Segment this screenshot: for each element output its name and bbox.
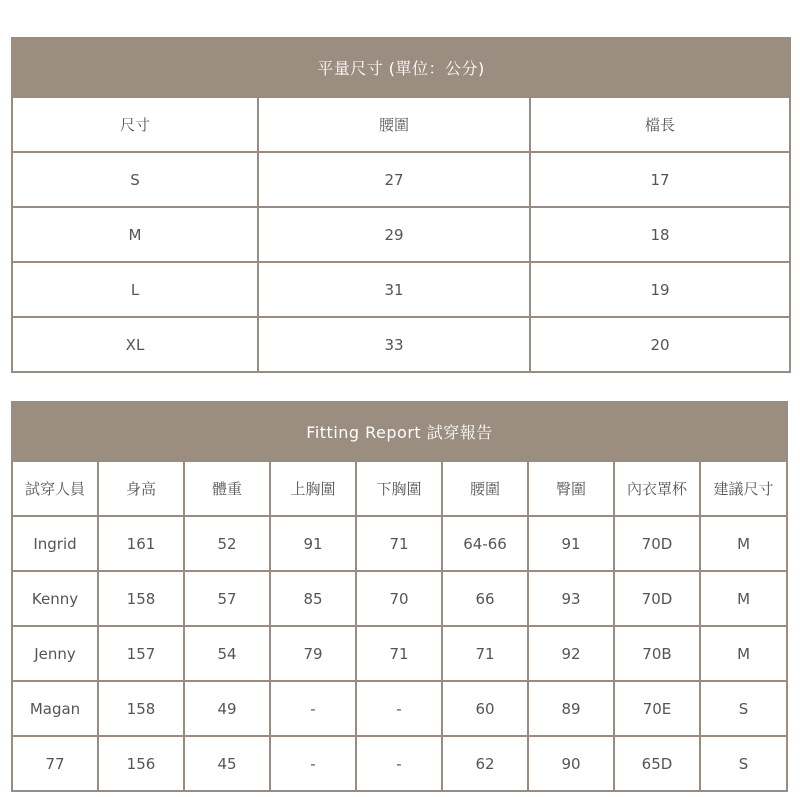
column-header-weight: 體重 [184, 461, 270, 516]
height-cell: 156 [98, 736, 184, 791]
recommended-size-cell: S [700, 736, 787, 791]
column-header-hip: 臀圍 [528, 461, 614, 516]
fitting-header-row [12, 461, 787, 516]
fitting-report-table [11, 401, 788, 792]
upper-bust-cell: 91 [270, 516, 356, 571]
column-header-waist: 腰圍 [258, 97, 530, 152]
upper-bust-cell: 79 [270, 626, 356, 681]
height-cell: 157 [98, 626, 184, 681]
waist-cell: 71 [442, 626, 528, 681]
upper-bust-cell: 85 [270, 571, 356, 626]
weight-cell: 54 [184, 626, 270, 681]
size-chart-header-row [12, 97, 790, 152]
bra-cup-cell: 65D [614, 736, 700, 791]
hip-cell: 89 [528, 681, 614, 736]
column-header-rise: 檔長 [530, 97, 790, 152]
recommended-size-cell: M [700, 571, 787, 626]
weight-cell: 57 [184, 571, 270, 626]
rise-cell: 17 [530, 152, 790, 207]
table-row [12, 262, 790, 317]
column-header-height: 身高 [98, 461, 184, 516]
size-cell: XL [12, 317, 258, 372]
column-header-bra-cup: 內衣罩杯 [614, 461, 700, 516]
column-header-under-bust: 下胸圍 [356, 461, 442, 516]
tester-cell: Kenny [12, 571, 98, 626]
weight-cell: 49 [184, 681, 270, 736]
table-row [12, 317, 790, 372]
height-cell: 161 [98, 516, 184, 571]
waist-cell: 29 [258, 207, 530, 262]
size-chart-table [11, 37, 791, 373]
tester-cell: Jenny [12, 626, 98, 681]
rise-cell: 19 [530, 262, 790, 317]
under-bust-cell: 71 [356, 626, 442, 681]
table-row [12, 626, 787, 681]
tester-cell: Ingrid [12, 516, 98, 571]
table-row [12, 681, 787, 736]
table-row [12, 516, 787, 571]
under-bust-cell: - [356, 736, 442, 791]
rise-cell: 20 [530, 317, 790, 372]
height-cell: 158 [98, 571, 184, 626]
column-header-size: 尺寸 [12, 97, 258, 152]
waist-cell: 60 [442, 681, 528, 736]
table-row [12, 571, 787, 626]
tester-cell: 77 [12, 736, 98, 791]
under-bust-cell: - [356, 681, 442, 736]
bra-cup-cell: 70D [614, 571, 700, 626]
size-cell: M [12, 207, 258, 262]
bra-cup-cell: 70B [614, 626, 700, 681]
waist-cell: 27 [258, 152, 530, 207]
waist-cell: 66 [442, 571, 528, 626]
hip-cell: 91 [528, 516, 614, 571]
table-row [12, 207, 790, 262]
bra-cup-cell: 70E [614, 681, 700, 736]
waist-cell: 62 [442, 736, 528, 791]
size-cell: S [12, 152, 258, 207]
recommended-size-cell: M [700, 626, 787, 681]
under-bust-cell: 71 [356, 516, 442, 571]
waist-cell: 31 [258, 262, 530, 317]
bra-cup-cell: 70D [614, 516, 700, 571]
recommended-size-cell: S [700, 681, 787, 736]
hip-cell: 93 [528, 571, 614, 626]
size-cell: L [12, 262, 258, 317]
table-row [12, 152, 790, 207]
column-header-waist: 腰圍 [442, 461, 528, 516]
size-chart-title: 平量尺寸 (單位：公分) [12, 38, 790, 97]
column-header-tester: 試穿人員 [12, 461, 98, 516]
hip-cell: 90 [528, 736, 614, 791]
weight-cell: 52 [184, 516, 270, 571]
recommended-size-cell: M [700, 516, 787, 571]
waist-cell: 64-66 [442, 516, 528, 571]
under-bust-cell: 70 [356, 571, 442, 626]
fitting-report-title: Fitting Report 試穿報告 [12, 402, 787, 461]
height-cell: 158 [98, 681, 184, 736]
table-row [12, 736, 787, 791]
rise-cell: 18 [530, 207, 790, 262]
tester-cell: Magan [12, 681, 98, 736]
column-header-upper-bust: 上胸圍 [270, 461, 356, 516]
upper-bust-cell: - [270, 736, 356, 791]
column-header-recommended-size: 建議尺寸 [700, 461, 787, 516]
upper-bust-cell: - [270, 681, 356, 736]
hip-cell: 92 [528, 626, 614, 681]
waist-cell: 33 [258, 317, 530, 372]
weight-cell: 45 [184, 736, 270, 791]
